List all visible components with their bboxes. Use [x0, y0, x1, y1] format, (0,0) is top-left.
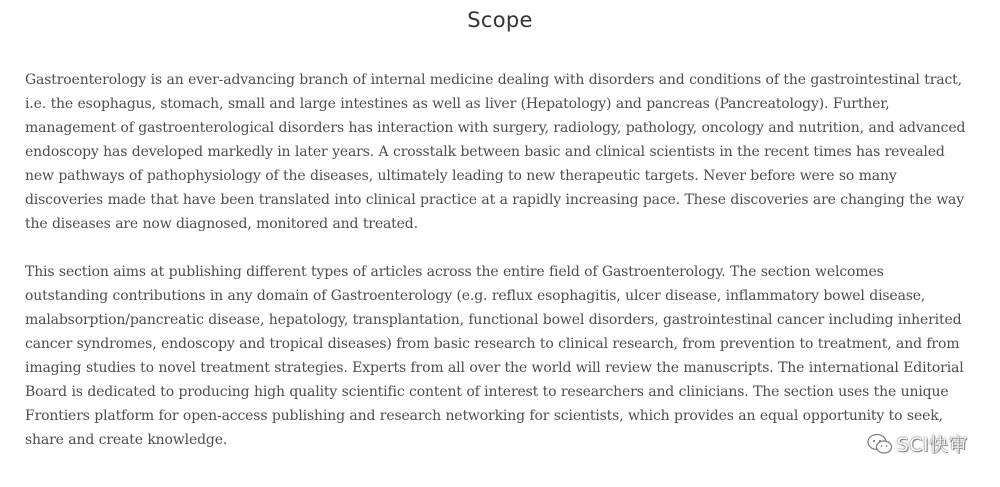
scope-paragraph-2: This section aims at publishing different types of articles across the entire field of Gastroenterology. The section welcomes outstanding contributions in any domain of Gastroenterology (e.g. reflux esophagitis, ulcer disease, inflammatory bowel disease, malabsorption/pancreatic disease, hepatology, transplantation, functional bowel disorders, gastrointestinal cancer including inherited cancer syndromes, endoscopy and tropical diseases) from basic research to clinical research, from prevention to treatment, and from imaging studies to novel treatment strategies. Experts from all over the world will review the manuscripts. The international Editorial Board is dedicated to producing high quality scientific content of interest to researchers and clinicians. The section uses the unique Frontiers platform for open-access publishing and research networking for scientists, which provides an equal opportunity to seek, share and create knowledge. [25, 264, 964, 448]
scope-paragraph-1: Gastroenterology is an ever-advancing branch of internal medicine dealing with disorders and conditions of the gastrointestinal tract, i.e. the esophagus, stomach, small and large intestines as well as liver (Hepatology) and pancreas (Pancreatology). Further, management of gastroenterological disorders has interaction with surgery, radiology, pathology, oncology and nutrition, and advanced endoscopy has developed markedly in later years. A crosstalk between basic and clinical scientists in the recent times has revealed new pathways of pathophysiology of the diseases, ultimately leading to new therapeutic targets. Never before were so many discoveries made that have been translated into clinical practice at a rapidly increasing pace. These discoveries are changing the way the diseases are now diagnosed, monitored and treated. [25, 72, 966, 232]
wechat-icon [867, 433, 893, 455]
page-title: Scope [467, 8, 533, 32]
watermark-text: SCI快审 [896, 434, 968, 456]
watermark [867, 430, 968, 457]
